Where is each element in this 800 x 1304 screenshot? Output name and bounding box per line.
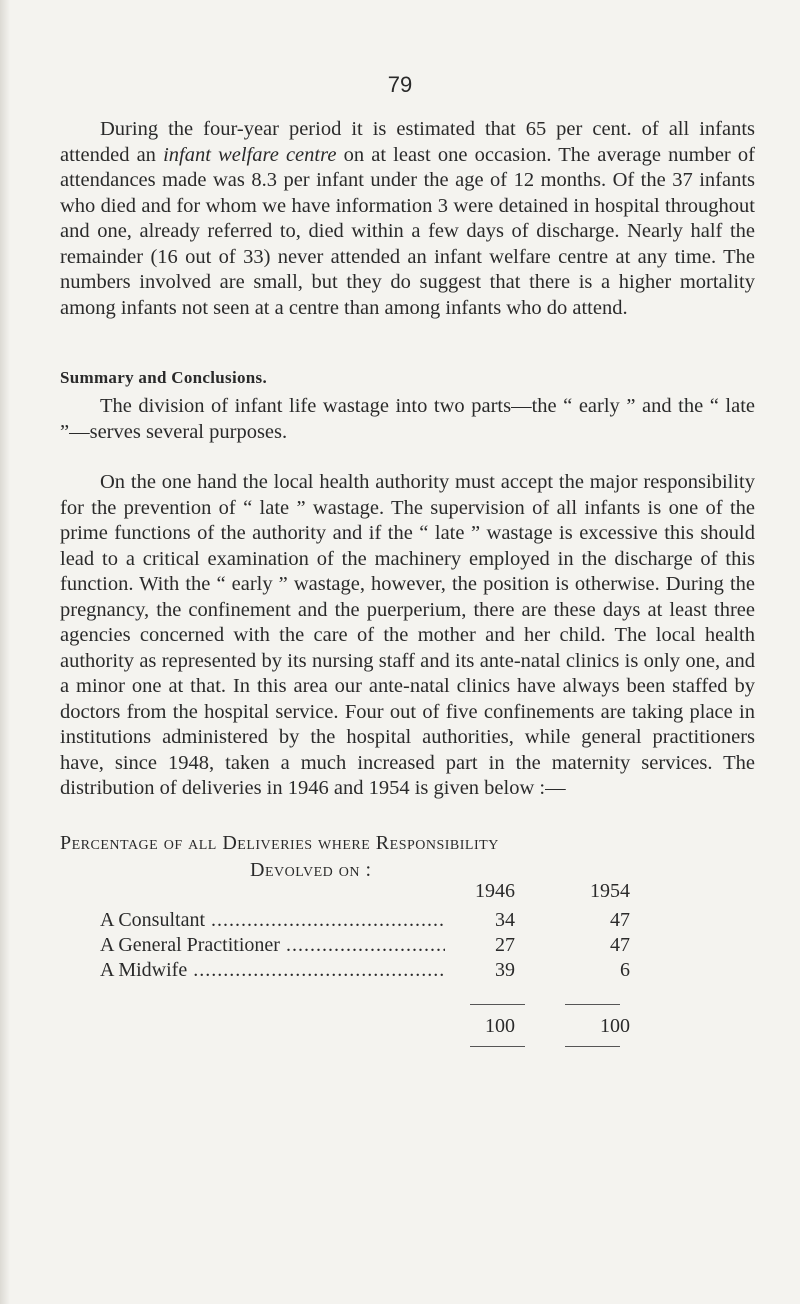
- value-1946: 27: [495, 934, 515, 956]
- table-row: [100, 934, 660, 959]
- table-title: [60, 832, 755, 882]
- total-1954: 100: [600, 1015, 630, 1037]
- sum-rule-1954: [565, 1004, 620, 1005]
- paragraph-division: The division of infant life wastage into two parts—the “ early ” and the “ late ”—serves several purposes.: [60, 395, 755, 443]
- paragraph-responsibility: On the one hand the local health authority must accept the major responsibility for the prevention of “ late ” wastage. The supervision of all infants is one of the prime functions of the authority and if the “ late ” wastage is excessive this should lead to a critical examination of the machinery employed in the discharge of this function. With the “ early ” wastage, however, the position is otherwise. During the pregnancy, the confinement and the puerperium, there are these days at least three agencies concerned with the care of the mother and her child. The local health authority as represented by its nursing staff and its ante-natal clinics is only one, and a minor one at that. In this area our ante-natal clinics have always been staffed by doctors from the hospital service. Four out of five confinements are taking place in institutions administered by the hospital authorities, while general practitioners have, since 1948, taken a much increased part in the maternity services. The distribution of deliveries in 1946 and 1954 is given below :—: [60, 471, 755, 799]
- total-1946: 100: [485, 1015, 515, 1037]
- paragraph-1-start: During the four-year period it is estimated that 65 per cent. of all infants attended an: [60, 118, 755, 166]
- value-1954: 47: [610, 934, 630, 956]
- value-1954: 6: [620, 959, 630, 981]
- value-1954: 47: [610, 909, 630, 931]
- deliveries-table: [100, 880, 660, 984]
- totals-spacer: [100, 1015, 445, 1038]
- totals-row: [100, 1015, 630, 1038]
- paragraph-1-end: on at least one occasion. The average number of attendances made was 8.3 per infant under the age of 12 months. Of the 37 infants who died and for whom we have information 3 were detained in hospital throughout and one, already referred to, died within a few days of discharge. Nearly half the remainder (16 out of 33) never attended an infant welfare centre at any time. The numbers involved are small, but they do suggest that there is a higher mortality among infants not seen at a centre than among infants who do attend.: [60, 143, 755, 319]
- value-1946: 34: [495, 909, 515, 931]
- row-label: A Consultant .....: [100, 909, 445, 932]
- paragraph-1-italic: infant welfare centre: [163, 143, 337, 166]
- column-header-1954: 1954: [590, 880, 630, 902]
- page-edge-shadow: [0, 0, 10, 1304]
- table-header-row: [100, 880, 660, 905]
- table-title-line-2: Devolved on :: [250, 859, 372, 881]
- column-header-1946: 1946: [475, 880, 515, 902]
- table-row: [100, 909, 660, 934]
- row-label: A Midwife .....: [100, 959, 445, 982]
- total-rule-1954: [565, 1046, 620, 1047]
- sum-rule-1946: [470, 1004, 525, 1005]
- paragraph-infant-welfare: [60, 117, 755, 321]
- value-1946: 39: [495, 959, 515, 981]
- page-number: 79: [387, 72, 413, 97]
- row-label: A General Practitioner .....: [100, 934, 445, 957]
- section-heading: Summary and Conclusions.: [60, 368, 267, 387]
- table-row: [100, 959, 660, 984]
- table-title-line-1: Percentage of all Deliveries where Responsibility: [60, 832, 499, 854]
- total-rule-1946: [470, 1046, 525, 1047]
